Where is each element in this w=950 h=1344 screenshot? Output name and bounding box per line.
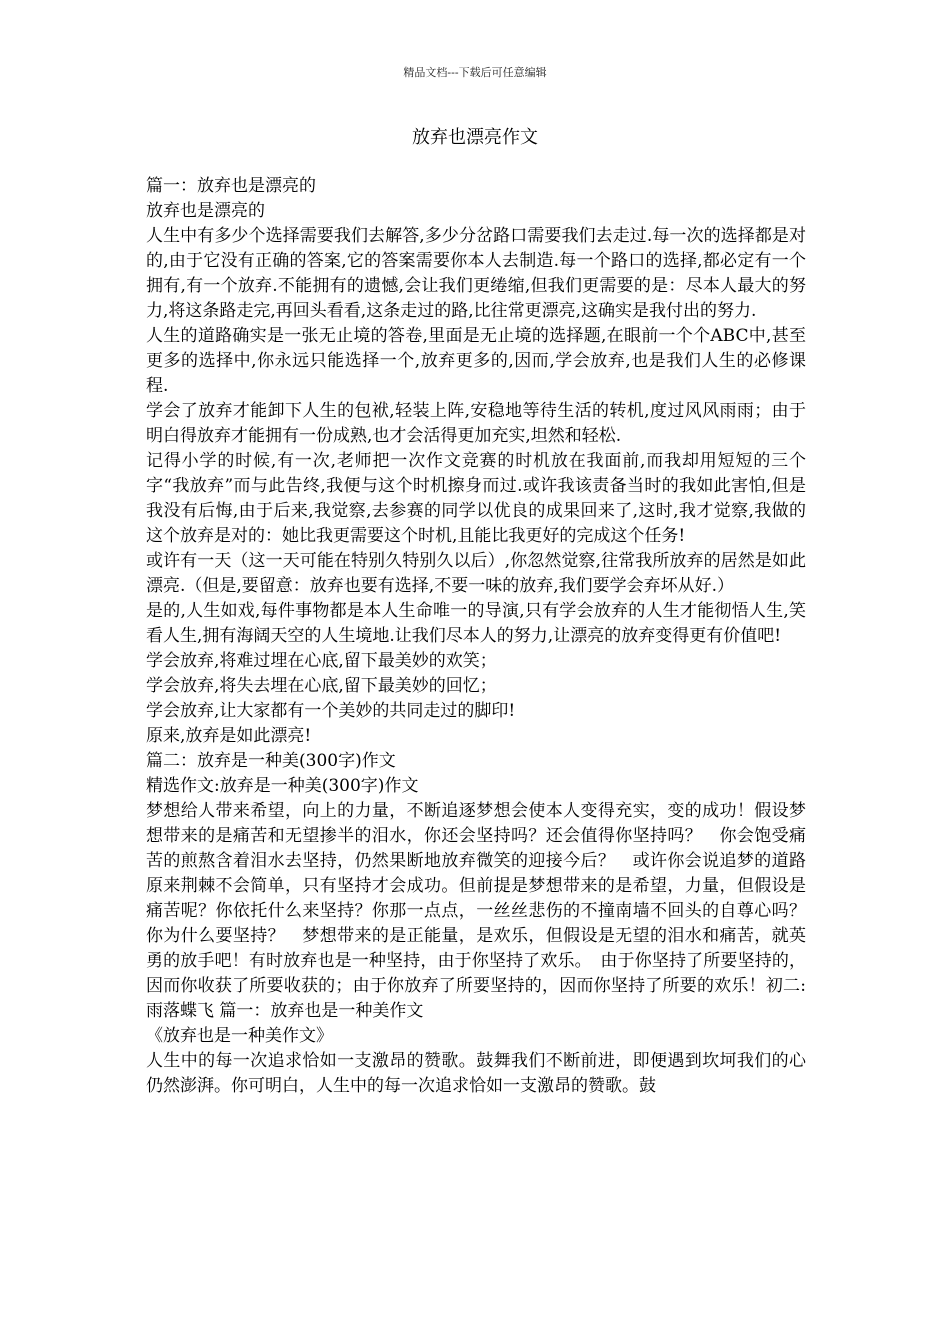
document-body — [146, 174, 806, 1099]
article-title: 精选作文:放弃是一种美(300字)作文 — [146, 776, 419, 796]
paragraph: 记得小学的时候,有一次,老师把一次作文竞赛的时机放在我面前,而我却用短短的三个字“我放弃”而与此告终,我便与这个时机擦身而过.或许我该责备当时的我如此害怕,但是我没有后悔,由于后来,我觉察,去参赛的同学以优良的成果回来了,这时,我才觉察,我做的这个放弃是对的：她比我更需要这个时机,且能比我更好的完成这个任务! — [146, 451, 806, 546]
paragraph: 是的,人生如戏,每件事物都是本人生命唯一的导演,只有学会放弃的人生才能彻悟人生,笑看人生,拥有海阔天空的人生境地.让我们尽本人的努力,让漂亮的放弃变得更有价值吧! — [146, 601, 806, 646]
paragraph: 人生中有多少个选择需要我们去解答,多少分岔路口需要我们去走过.每一次的选择都是对的,由于它没有正确的答案,它的答案需要你本人去制造.每一个路口的选择,都必定有一个拥有,有一个放弃.不能拥有的遗憾,会让我们更绻缩,但我们更需要的是：尽本人最大的努力,将这条路走完,再回头看看,这条走过的路,比往常更漂亮,这确实是我付出的努力. — [146, 226, 806, 321]
document-title: 放弃也漂亮作文 — [412, 127, 538, 148]
paragraph: 学会了放弃才能卸下人生的包袱,轻装上阵,安稳地等待生活的转机,度过风风雨雨；由于明白得放弃才能拥有一份成熟,也才会活得更加充实,坦然和轻松. — [146, 401, 806, 446]
paragraph: 学会放弃,将失去埋在心底,留下最美妙的回忆； — [146, 676, 497, 696]
paragraph: 学会放弃,让大家都有一个美妙的共同走过的脚印! — [146, 701, 516, 721]
paragraph: 梦想给人带来希望，向上的力量，不断追逐梦想会使本人变得充实，变的成功！假设梦想带来的是痛苦和无望掺半的泪水，你还会坚持吗？还会值得你坚持吗？ 你会饱受痛苦的煎熬含着泪水去坚持，仍然果断地放弃微笑的迎接今后？ 或许你会说追梦的道路原来荆棘不会简单，只有坚持才会成功。但前提是梦想带来的是希望，力量，但假设是痛苦呢？你依托什么来坚持？你那一点点，一丝丝悲伤的不撞南墙不回头的自尊心吗？你为什么要坚持？ 梦想带来的是正能量，是欢乐，但假设是无望的泪水和痛苦，就英勇的放手吧！有时放弃也是一种坚持，由于你坚持了欢乐。 由于你坚持了所要坚持的，因而你收获了所要收获的；由于你放弃了所要坚持的，因而你坚持了所要的欢乐！初二:雨落蝶飞 篇一：放弃也是一种美作文 — [146, 801, 806, 1021]
section-heading: 篇一：放弃也是漂亮的 — [146, 176, 316, 196]
paragraph: 学会放弃,将难过埋在心底,留下最美妙的欢笑； — [146, 651, 497, 671]
section-heading: 篇二：放弃是一种美(300字)作文 — [146, 751, 396, 771]
article-title: 《放弃也是一种美作文》 — [146, 1026, 333, 1046]
paragraph: 人生中的每一次追求恰如一支激昂的赞歌。鼓舞我们不断前进，即便遇到坎坷我们的心仍然澎湃。你可明白，人生中的每一次追求恰如一支激昂的赞歌。鼓 — [146, 1051, 806, 1096]
paragraph: 原来,放弃是如此漂亮! — [146, 726, 312, 746]
paragraph: 人生的道路确实是一张无止境的答卷,里面是无止境的选择题,在眼前一个个ABC中,甚至更多的选择中,你永远只能选择一个,放弃更多的,因而,学会放弃,也是我们人生的必修课程. — [146, 326, 806, 396]
page-header: 精品文档---下载后可任意编辑 — [403, 66, 547, 79]
paragraph: 或许有一天（这一天可能在特别久特别久以后）,你忽然觉察,往常我所放弃的居然是如此漂亮.（但是,要留意：放弃也要有选择,不要一味的放弃,我们要学会弃坏从好.） — [146, 551, 806, 596]
article-title: 放弃也是漂亮的 — [146, 201, 265, 221]
